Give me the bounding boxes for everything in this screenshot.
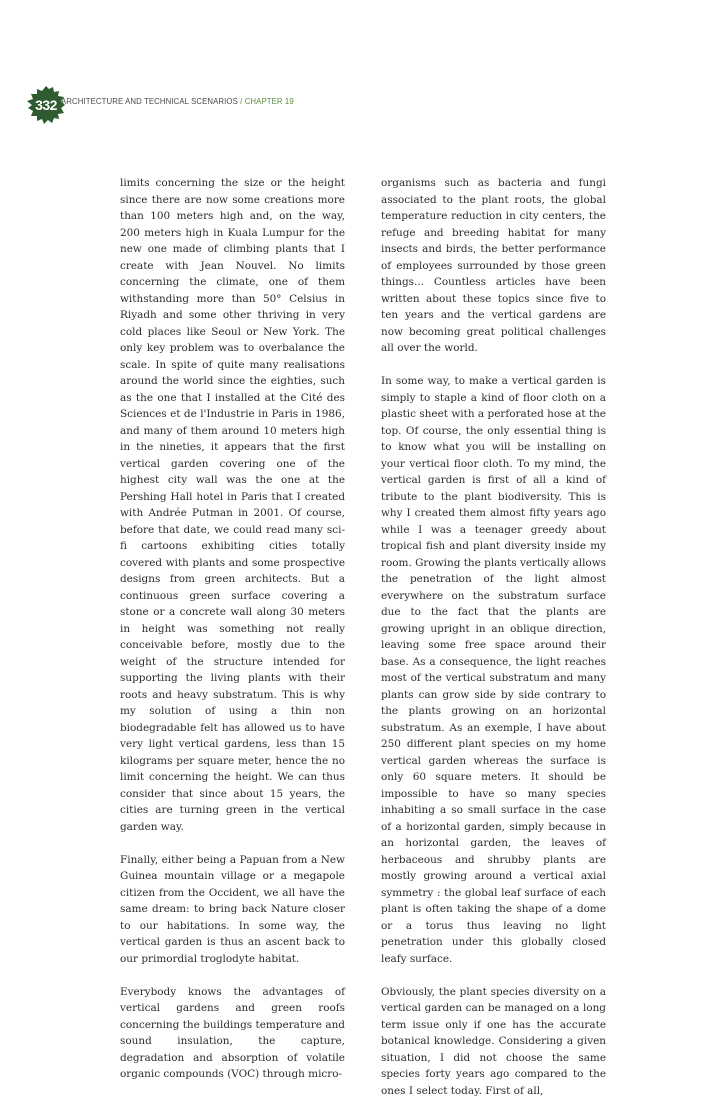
left-column	[120, 175, 345, 1099]
right-column	[381, 175, 606, 1116]
paragraph: limits concerning the size or the height since there are now some creations more than 100 meters high and, on the way, 200 meters high in Kuala Lumpur for the new one made of climbing plants that I create with Jean Nouvel. No limits concerning the climate, one of them withstanding more than 50° Celsius in Riyadh and some other thriving in very cold places like Seoul or New York. The only key problem was to overbalance the scale. In spite of quite many realisations around the world since the eighties, such as the one that I installed at the Cité des Sciences et de l'Industrie in Paris in 1986, and many of them around 10 meters high in the nineties, it appears that the first vertical garden covering one of the highest city wall was the one at the Pershing Hall hotel in Paris that I created with Andrée Putman in 2001. Of course, before that date, we could read many sci-fi cartoons exhibiting cities totally covered with plants and some prospective designs from green architects. But a continuous green surface covering a stone or a concrete wall along 30 meters in height was something not really conceivable before, mostly due to the weight of the structure intended for supporting the living plants with their roots and heavy substratum. This is why my solution of using a thin non biodegradable felt has allowed us to have very light vertical gardens, less than 15 kilograms per square meter, hence the no limit concerning the height. We can thus consider that since about 15 years, the cities are turning green in the vertical garden way.	[120, 177, 345, 833]
paragraph: Obviously, the plant species diversity on a vertical garden can be managed on a long term issue only if one has the accurate botanical knowledge. Considering a given situation, I did not choose the same species forty years ago compared to the ones I select today. First of all,	[381, 985, 606, 1097]
running-head	[61, 97, 294, 106]
paragraph: In some way, to make a vertical garden is simply to staple a kind of floor cloth on a plastic sheet with a perforated hose at the top. Of course, the only essential thing is to know what you will be installing on your vertical floor cloth. To my mind, the vertical garden is first of all a kind of tribute to the plant biodiversity. This is why I created them almost fifty years ago while I was a teenager greedy about tropical fish and plant diversity inside my room. Growing the plants vertically allows the penetration of the light almost everywhere on the substratum surface due to the fact that the plants are growing upright in an oblique direction, leaving some free space around their base. As a consequence, the light reaches most of the vertical substratum and many plants can grow side by side contrary to the plants growing on an horizontal substratum. As an exemple, I have about 250 different plant species on my home vertical garden whereas the surface is only 60 square meters. It should be impossible to have so many species inhabiting a so small surface in the case of a horizontal garden, simply because in an horizontal garden, the leaves of herbaceous and shrubby plants are mostly growing around a vertical axial symmetry : the global leaf surface of each plant is often taking the shape of a dome or a torus thus leaving no light penetration under this globally closed leafy surface.	[381, 375, 606, 965]
paragraph: Finally, either being a Papuan from a New Guinea mountain village or a megapole citizen from the Occident, we all have the same dream: to bring back Nature closer to our habitations. In some way, the vertical garden is thus an ascent back to our primordial troglodyte habitat.	[120, 853, 345, 965]
running-head-separator: /	[237, 97, 245, 106]
page-number: 332	[35, 97, 57, 113]
running-head-section: ARCHITECTURE AND TECHNICAL SCENARIOS	[61, 97, 238, 106]
page-header	[0, 0, 707, 130]
paragraph: organisms such as bacteria and fungi associated to the plant roots, the global temperature reduction in city centers, the refuge and breeding habitat for many insects and birds, the better performance of employees surrounded by those green things... Countless articles have been written about these topics since five to ten years and the vertical gardens are now becoming great political challenges all over the world.	[381, 177, 606, 354]
paragraph: Everybody knows the advantages of vertical gardens and green roofs concerning the buildings temperature and sound insulation, the capture, degradation and absorption of volatile organic compounds (VOC) through micro-	[120, 985, 345, 1080]
running-head-chapter: CHAPTER 19	[244, 97, 294, 106]
